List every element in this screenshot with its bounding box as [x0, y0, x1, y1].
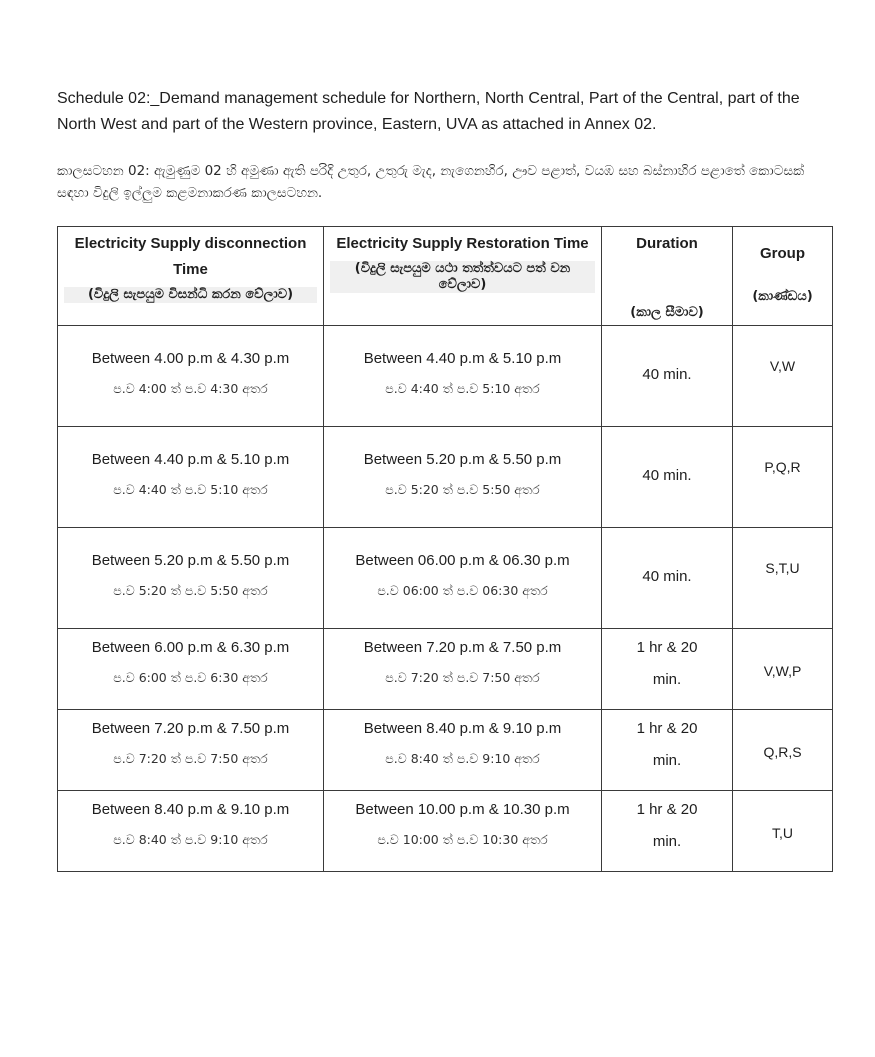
- duration-cell: [602, 629, 733, 710]
- disconnection-time-sinhala: ප.ව 7:20 ත් ප.ව 7:50 අතර: [113, 751, 268, 766]
- disconnection-time-sinhala: ප.ව 4:00 ත් ප.ව 4:30 අතර: [113, 381, 268, 396]
- disconnection-time-sinhala: ප.ව 6:00 ත් ප.ව 6:30 අතර: [113, 670, 268, 685]
- restoration-cell: [324, 791, 602, 872]
- header-duration-label-sinhala: (කාල සීමාව): [630, 305, 704, 320]
- group-value: V,W: [769, 358, 796, 374]
- restoration-time: Between 7.20 p.m & 7.50 p.m: [363, 639, 562, 656]
- header-group: [733, 227, 833, 326]
- disconnection-time: Between 4.40 p.m & 5.10 p.m: [91, 451, 290, 468]
- restoration-cell: [324, 629, 602, 710]
- restoration-time: Between 4.40 p.m & 5.10 p.m: [363, 350, 562, 367]
- header-restoration-label: Electricity Supply Restoration Time: [336, 235, 589, 252]
- schedule-title: Schedule 02:_Demand management schedule for Northern, North Central, Part of the Central, part of the North West and part of the Western province, Eastern, UVA as attached in Annex 02.: [57, 90, 800, 133]
- group-cell: [733, 427, 833, 528]
- disconnection-cell: [58, 326, 324, 427]
- duration-value: 40 min.: [642, 568, 692, 585]
- disconnection-time: Between 7.20 p.m & 7.50 p.m: [91, 720, 290, 737]
- header-duration-label: Duration: [636, 235, 698, 252]
- group-value: Q,R,S: [763, 744, 802, 760]
- group-cell: [733, 528, 833, 629]
- disconnection-cell: [58, 528, 324, 629]
- duration-value: 1 hr & 20: [636, 720, 698, 737]
- table-row: [58, 710, 833, 791]
- duration-value: 1 hr & 20: [636, 801, 698, 818]
- duration-value: 40 min.: [642, 366, 692, 383]
- duration-unit: min.: [652, 671, 682, 688]
- table-row: [58, 326, 833, 427]
- disconnection-cell: [58, 710, 324, 791]
- header-restoration-time: [324, 227, 602, 326]
- restoration-time: Between 10.00 p.m & 10.30 p.m: [355, 801, 570, 818]
- disconnection-time: Between 4.00 p.m & 4.30 p.m: [91, 350, 290, 367]
- duration-cell: [602, 326, 733, 427]
- duration-value: 1 hr & 20: [636, 639, 698, 656]
- restoration-time-sinhala: ප.ව 10:00 ත් ප.ව 10:30 අතර: [377, 832, 548, 847]
- restoration-time: Between 06.00 p.m & 06.30 p.m: [355, 552, 570, 569]
- disconnection-cell: [58, 629, 324, 710]
- schedule-table: [57, 226, 833, 872]
- header-duration: [602, 227, 733, 326]
- disconnection-time: Between 6.00 p.m & 6.30 p.m: [91, 639, 290, 656]
- disconnection-cell: [58, 427, 324, 528]
- schedule-title-sinhala: කාලසටහන 02: ඇමුණුම 02 හි අමුණා ඇති පරිදි උතුර, උතුරු මැද, නැගෙනහිර, ඌව පළාත්, වයඹ සහ බස්නාහිර පළාතේ කොටසක් සඳහා විදුලි ඉල්ලුම කළමනාකරණ කාලසටහන.: [57, 163, 805, 201]
- group-cell: [733, 326, 833, 427]
- table-row: [58, 629, 833, 710]
- header-group-label-sinhala: (කාණ්ඩය): [752, 289, 813, 304]
- disconnection-time-sinhala: ප.ව 5:20 ත් ප.ව 5:50 අතර: [113, 583, 268, 598]
- header-disconnection-label: Electricity Supply disconnection Time: [74, 235, 307, 278]
- restoration-time-sinhala: ප.ව 8:40 ත් ප.ව 9:10 අතර: [385, 751, 540, 766]
- duration-cell: [602, 528, 733, 629]
- disconnection-time: Between 5.20 p.m & 5.50 p.m: [91, 552, 290, 569]
- group-value: T,U: [772, 825, 793, 841]
- restoration-time-sinhala: ප.ව 7:20 ත් ප.ව 7:50 අතර: [385, 670, 540, 685]
- header-disconnection-label-sinhala: (විදුලි සැපයුම විසන්ධි කරන වේලාව): [64, 287, 317, 303]
- restoration-time: Between 5.20 p.m & 5.50 p.m: [363, 451, 562, 468]
- restoration-time: Between 8.40 p.m & 9.10 p.m: [363, 720, 562, 737]
- header-group-label: Group: [760, 245, 805, 262]
- header-restoration-label-sinhala: (විදුලි සැපයුම යථා තත්ත්වයට පත් වන වේලාව): [330, 261, 595, 293]
- header-disconnection-time: [58, 227, 324, 326]
- group-cell: [733, 791, 833, 872]
- duration-cell: [602, 791, 733, 872]
- disconnection-time: Between 8.40 p.m & 9.10 p.m: [91, 801, 290, 818]
- table-header-row: [58, 227, 833, 326]
- restoration-cell: [324, 710, 602, 791]
- duration-value: 40 min.: [642, 467, 692, 484]
- restoration-cell: [324, 528, 602, 629]
- restoration-time-sinhala: ප.ව 4:40 ත් ප.ව 5:10 අතර: [385, 381, 540, 396]
- group-cell: [733, 629, 833, 710]
- table-row: [58, 791, 833, 872]
- duration-unit: min.: [652, 752, 682, 769]
- restoration-time-sinhala: ප.ව 06:00 ත් ප.ව 06:30 අතර: [377, 583, 548, 598]
- table-row: [58, 528, 833, 629]
- group-value: V,W,P: [763, 663, 802, 679]
- duration-cell: [602, 710, 733, 791]
- restoration-cell: [324, 427, 602, 528]
- group-value: S,T,U: [765, 560, 800, 576]
- group-value: P,Q,R: [764, 459, 801, 475]
- table-row: [58, 427, 833, 528]
- disconnection-time-sinhala: ප.ව 8:40 ත් ප.ව 9:10 අතර: [113, 832, 268, 847]
- restoration-time-sinhala: ප.ව 5:20 ත් ප.ව 5:50 අතර: [385, 482, 540, 497]
- restoration-cell: [324, 326, 602, 427]
- disconnection-time-sinhala: ප.ව 4:40 ත් ප.ව 5:10 අතර: [113, 482, 268, 497]
- duration-unit: min.: [652, 833, 682, 850]
- group-cell: [733, 710, 833, 791]
- disconnection-cell: [58, 791, 324, 872]
- duration-cell: [602, 427, 733, 528]
